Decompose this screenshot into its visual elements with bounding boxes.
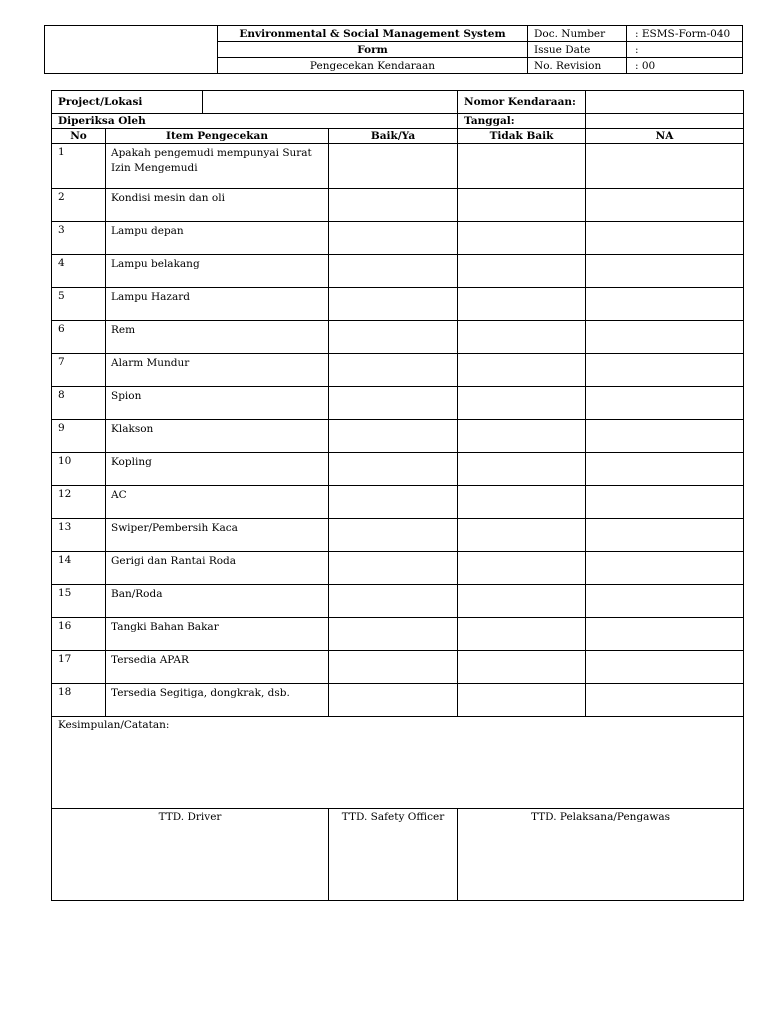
check-good-cell[interactable] (329, 618, 458, 651)
form-label: Form (218, 42, 528, 58)
doc-number-label: Doc. Number (528, 26, 627, 42)
date-field[interactable] (586, 114, 744, 129)
item-number: 9 (52, 420, 106, 453)
check-na-cell[interactable] (586, 519, 744, 552)
check-good-cell[interactable] (329, 453, 458, 486)
check-not-good-cell[interactable] (458, 255, 586, 288)
check-not-good-cell[interactable] (458, 288, 586, 321)
inspection-form (51, 90, 744, 901)
check-not-good-cell[interactable] (458, 189, 586, 222)
check-not-good-cell[interactable] (458, 222, 586, 255)
check-not-good-cell[interactable] (458, 486, 586, 519)
check-na-cell[interactable] (586, 387, 744, 420)
check-na-cell[interactable] (586, 453, 744, 486)
checklist-row (52, 585, 744, 618)
item-number: 1 (52, 144, 106, 189)
check-not-good-cell[interactable] (458, 552, 586, 585)
check-na-cell[interactable] (586, 288, 744, 321)
revision-label: No. Revision (528, 58, 627, 74)
project-label: Project/Lokasi (52, 91, 203, 114)
item-description: Apakah pengemudi mempunyai Surat Izin Mengemudi (106, 144, 329, 189)
check-na-cell[interactable] (586, 420, 744, 453)
issue-date-label: Issue Date (528, 42, 627, 58)
item-description: Alarm Mundur (106, 354, 329, 387)
check-not-good-cell[interactable] (458, 420, 586, 453)
item-number: 18 (52, 684, 106, 717)
checklist-row (52, 354, 744, 387)
item-description: Kondisi mesin dan oli (106, 189, 329, 222)
check-not-good-cell[interactable] (458, 354, 586, 387)
item-number: 15 (52, 585, 106, 618)
item-number: 3 (52, 222, 106, 255)
check-good-cell[interactable] (329, 288, 458, 321)
check-na-cell[interactable] (586, 651, 744, 684)
checklist-row (52, 387, 744, 420)
item-number: 7 (52, 354, 106, 387)
vehicle-number-label: Nomor Kendaraan: (458, 91, 586, 114)
check-not-good-cell[interactable] (458, 585, 586, 618)
notes-label: Kesimpulan/Catatan: (58, 719, 170, 731)
document-header (44, 25, 743, 74)
check-good-cell[interactable] (329, 222, 458, 255)
check-good-cell[interactable] (329, 519, 458, 552)
project-field[interactable] (203, 91, 458, 114)
check-good-cell[interactable] (329, 255, 458, 288)
check-good-cell[interactable] (329, 321, 458, 354)
form-name: Pengecekan Kendaraan (218, 58, 528, 74)
item-description: Tangki Bahan Bakar (106, 618, 329, 651)
check-good-cell[interactable] (329, 486, 458, 519)
check-na-cell[interactable] (586, 321, 744, 354)
checklist-row (52, 552, 744, 585)
check-na-cell[interactable] (586, 222, 744, 255)
checklist-row (52, 651, 744, 684)
check-not-good-cell[interactable] (458, 651, 586, 684)
check-good-cell[interactable] (329, 189, 458, 222)
column-header-row (52, 129, 744, 144)
check-na-cell[interactable] (586, 354, 744, 387)
item-number: 4 (52, 255, 106, 288)
check-good-cell[interactable] (329, 651, 458, 684)
item-description: Lampu belakang (106, 255, 329, 288)
item-number: 5 (52, 288, 106, 321)
check-good-cell[interactable] (329, 144, 458, 189)
item-number: 6 (52, 321, 106, 354)
date-label: Tanggal: (458, 114, 586, 129)
doc-number-value: : ESMS-Form-040 (627, 26, 743, 42)
signature-driver[interactable]: TTD. Driver (52, 809, 329, 901)
check-na-cell[interactable] (586, 189, 744, 222)
item-number: 13 (52, 519, 106, 552)
check-na-cell[interactable] (586, 552, 744, 585)
item-number: 16 (52, 618, 106, 651)
item-description: Swiper/Pembersih Kaca (106, 519, 329, 552)
item-description: Rem (106, 321, 329, 354)
checklist-row (52, 684, 744, 717)
checklist-row (52, 420, 744, 453)
column-header-no: No (52, 129, 106, 144)
check-na-cell[interactable] (586, 144, 744, 189)
checklist-row (52, 618, 744, 651)
checklist-row (52, 222, 744, 255)
check-na-cell[interactable] (586, 585, 744, 618)
check-good-cell[interactable] (329, 552, 458, 585)
column-header-item: Item Pengecekan (106, 129, 329, 144)
notes-box[interactable] (52, 717, 744, 809)
item-number: 12 (52, 486, 106, 519)
item-number: 17 (52, 651, 106, 684)
checklist-row (52, 189, 744, 222)
check-good-cell[interactable] (329, 420, 458, 453)
vehicle-number-field[interactable] (586, 91, 744, 114)
column-header-na: NA (586, 129, 744, 144)
item-number: 10 (52, 453, 106, 486)
check-good-cell[interactable] (329, 354, 458, 387)
check-good-cell[interactable] (329, 387, 458, 420)
item-description: Spion (106, 387, 329, 420)
item-number: 14 (52, 552, 106, 585)
check-not-good-cell[interactable] (458, 144, 586, 189)
checklist-row (52, 255, 744, 288)
item-description: Kopling (106, 453, 329, 486)
system-title: Environmental & Social Management System (218, 26, 528, 42)
item-description: Ban/Roda (106, 585, 329, 618)
checklist-row (52, 288, 744, 321)
check-not-good-cell[interactable] (458, 618, 586, 651)
item-description: Tersedia Segitiga, dongkrak, dsb. (106, 684, 329, 717)
logo-area (45, 26, 218, 74)
item-description: Lampu depan (106, 222, 329, 255)
item-description: Tersedia APAR (106, 651, 329, 684)
item-description: AC (106, 486, 329, 519)
item-description: Lampu Hazard (106, 288, 329, 321)
check-na-cell[interactable] (586, 618, 744, 651)
item-description: Klakson (106, 420, 329, 453)
column-header-not-good: Tidak Baik (458, 129, 586, 144)
checklist-row (52, 486, 744, 519)
item-description: Gerigi dan Rantai Roda (106, 552, 329, 585)
revision-value: : 00 (627, 58, 743, 74)
checklist-row (52, 321, 744, 354)
check-na-cell[interactable] (586, 684, 744, 717)
check-na-cell[interactable] (586, 255, 744, 288)
check-not-good-cell[interactable] (458, 453, 586, 486)
check-good-cell[interactable] (329, 684, 458, 717)
issue-date-value: : (627, 42, 743, 58)
check-good-cell[interactable] (329, 585, 458, 618)
checked-by-label: Diperiksa Oleh (52, 114, 458, 129)
check-not-good-cell[interactable] (458, 684, 586, 717)
check-na-cell[interactable] (586, 486, 744, 519)
check-not-good-cell[interactable] (458, 321, 586, 354)
checklist-row (52, 144, 744, 189)
checklist-row (52, 519, 744, 552)
column-header-good: Baik/Ya (329, 129, 458, 144)
check-not-good-cell[interactable] (458, 387, 586, 420)
item-number: 8 (52, 387, 106, 420)
checklist-row (52, 453, 744, 486)
signature-supervisor[interactable]: TTD. Pelaksana/Pengawas (458, 809, 744, 901)
check-not-good-cell[interactable] (458, 519, 586, 552)
signature-safety-officer[interactable]: TTD. Safety Officer (329, 809, 458, 901)
item-number: 2 (52, 189, 106, 222)
